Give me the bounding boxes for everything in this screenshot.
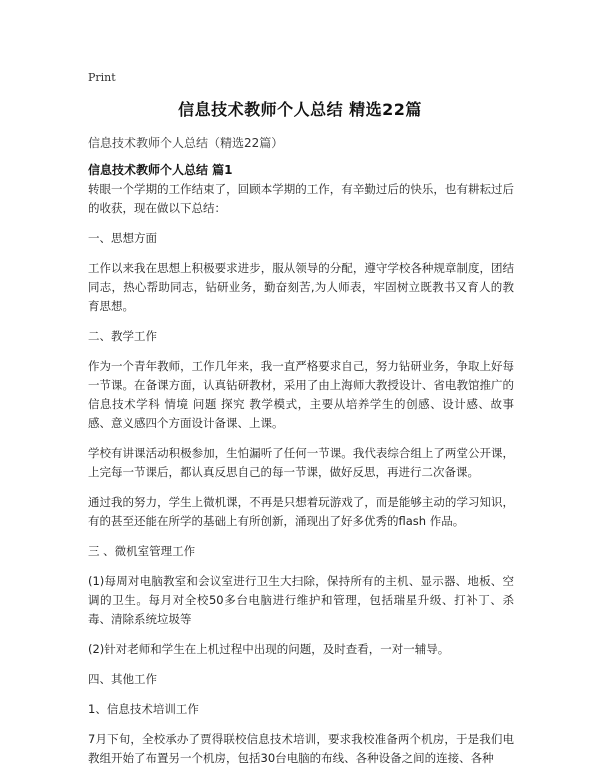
paragraph-intro: 转眼一个学期的工作结束了，回顾本学期的工作，有辛勤过后的快乐，也有耕耘过后的收获，现在做以下总结： xyxy=(88,182,514,215)
paragraph-teaching-2: 学校有讲课活动积极参加，生怕漏听了任何一节课。我代表综合组上了两堂公开课，上完每一节课后，都认真反思自己的每一节课，做好反思，再进行二次备课。 xyxy=(88,446,514,479)
heading-training: 1、信息技术培训工作 xyxy=(88,702,199,716)
document-subtitle: 信息技术教师个人总结（精选22篇） xyxy=(88,136,284,150)
heading-other-work: 四、其他工作 xyxy=(88,672,157,686)
heading-teaching: 二、教学工作 xyxy=(88,329,157,343)
section-heading: 信息技术教师个人总结 篇1 xyxy=(88,163,233,177)
document-body xyxy=(88,180,514,779)
paragraph-teaching-1: 作为一个青年教师，工作几年来，我一直严格要求自己，努力钻研业务，争取上好每一节课。在备课方面，认真钻研教材，采用了由上海师大教授设计、省电教馆推广的信息技术学科 情境 问题 探究 教学模式，主要从培养学生的创感、设计感、故事感、意义感四个方面设计备课、上课。 xyxy=(88,359,514,430)
paragraph-teaching-3: 通过我的努力，学生上微机课，不再是只想着玩游戏了，而是能够主动的学习知识，有的甚至还能在所学的基础上有所创新，涌现出了好多优秀的flash 作品。 xyxy=(88,495,514,528)
paragraph-lab-1: (1)每周对电脑教室和会议室进行卫生大扫除，保持所有的主机、显示器、地板、空调的卫生。每月对全校50多台电脑进行维护和管理，包括瑞星升级、打补丁、杀毒、清除系统垃圾等 xyxy=(88,574,514,626)
heading-thought: 一、思想方面 xyxy=(88,231,157,245)
paragraph-training: 7月下旬，全校承办了贾得联校信息技术培训，要求我校准备两个机房，于是我们电教组开始了布置另一个机房，包括30台电脑的布线、各种设备之间的连接、各种 xyxy=(88,732,514,765)
page-title: 信息技术教师个人总结 精选22篇 xyxy=(178,100,422,119)
print-label: Print xyxy=(88,71,116,84)
paragraph-thought: 工作以来我在思想上积极要求进步，服从领导的分配，遵守学校各种规章制度，团结同志，热心帮助同志，钻研业务，勤奋刻苦,为人师表，牢固树立既教书又育人的教育思想。 xyxy=(88,261,514,313)
heading-lab-management: 三 、微机室管理工作 xyxy=(88,544,196,558)
paragraph-lab-2: (2)针对老师和学生在上机过程中出现的问题，及时查看，一对一辅导。 xyxy=(88,642,450,656)
